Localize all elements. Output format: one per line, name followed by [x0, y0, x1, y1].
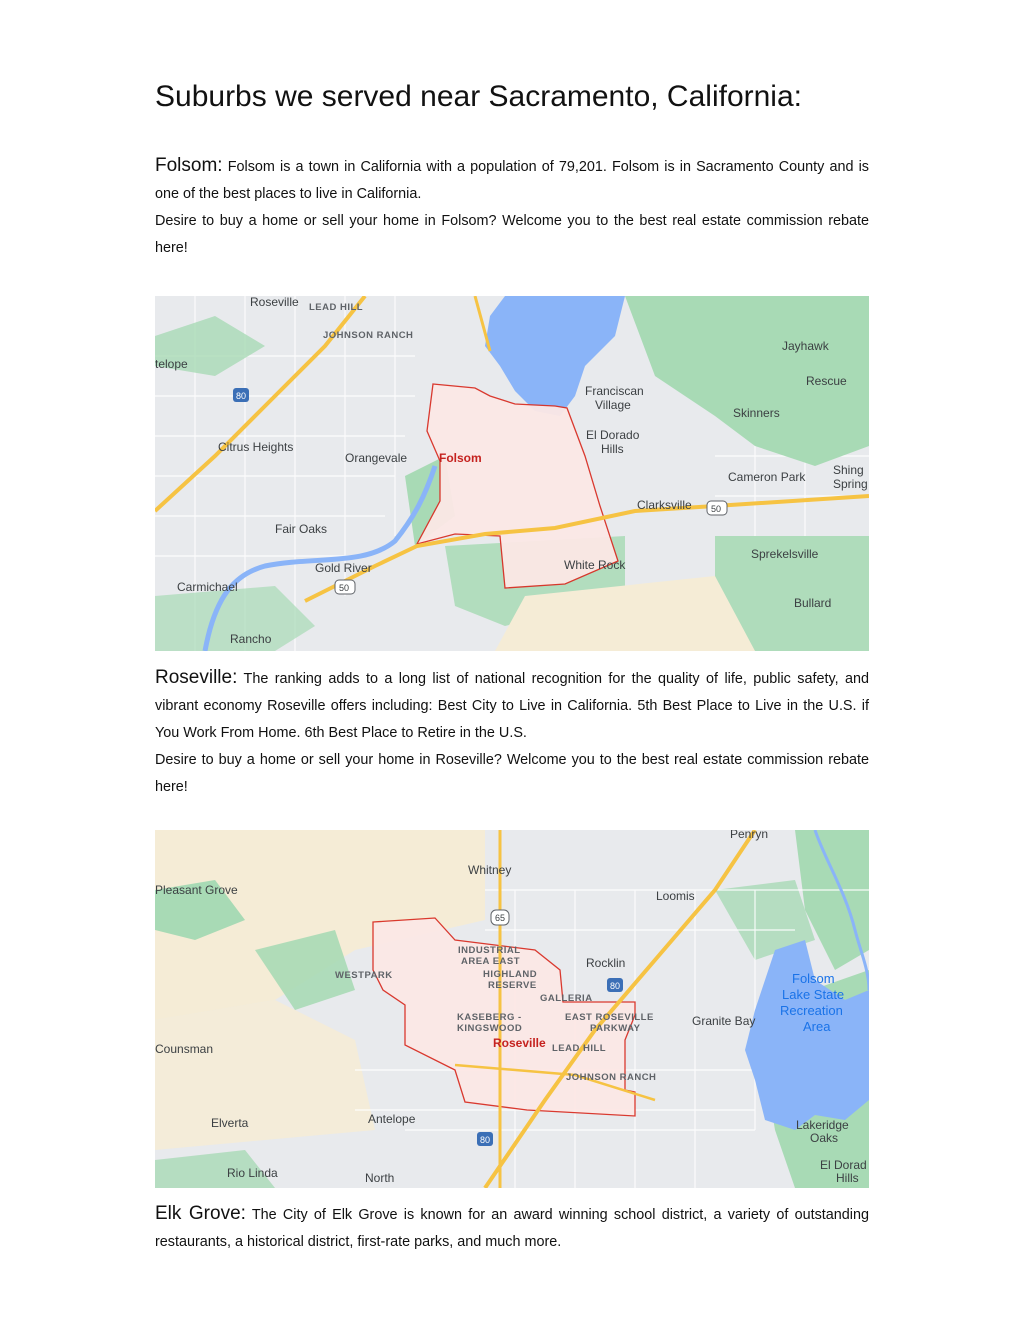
elk-grove-section — [155, 1200, 869, 1256]
folsom-description: Folsom is a town in California with a population of 79,201. Folsom is in Sacramento County and is one of the best places to live in California. — [155, 159, 870, 202]
map-label: Rio Linda — [227, 1166, 278, 1180]
map-label: Hills — [836, 1171, 859, 1185]
map-label: LEAD HILL — [552, 1043, 607, 1054]
map-label: North — [365, 1171, 395, 1185]
svg-text:Roseville: Roseville — [493, 1036, 546, 1050]
map-label: GALLERIA — [540, 993, 593, 1004]
map-label: Bullard — [794, 596, 832, 610]
map-label: Lake State — [782, 987, 845, 1002]
map-label: Carmichael — [177, 580, 238, 594]
map-label: JOHNSON RANCH — [566, 1072, 657, 1083]
svg-text:80: 80 — [236, 391, 247, 401]
map-label: Skinners — [733, 406, 780, 420]
map-label: Sprekelsville — [751, 547, 819, 561]
map-label: Citrus Heights — [218, 440, 294, 454]
map-label: WESTPARK — [335, 970, 393, 981]
elk-grove-description: The City of Elk Grove is known for an award winning school district, a variety of outstanding restaurants, a historical district, first-rate parks, and much more. — [155, 1207, 869, 1250]
folsom-cta: Desire to buy a home or sell your home in Folsom? Welcome you to the best real estate commission rebate here! — [155, 213, 869, 256]
map-label: LEAD HILL — [309, 302, 364, 313]
map-label: PARKWAY — [590, 1023, 641, 1034]
map-label: Franciscan — [585, 384, 644, 398]
map-label: Fair Oaks — [275, 522, 328, 536]
roseville-map-svg — [155, 830, 869, 1188]
folsom-map-svg — [155, 296, 869, 651]
folsom-map — [155, 296, 869, 651]
map-label: Area — [803, 1019, 831, 1034]
map-label: Rocklin — [586, 956, 626, 970]
svg-text:80: 80 — [480, 1135, 491, 1145]
svg-text:65: 65 — [495, 913, 506, 923]
map-label: KASEBERG - — [457, 1012, 522, 1023]
map-label: Rescue — [806, 374, 847, 388]
map-label: Recreation — [780, 1003, 843, 1018]
map-label: El Dorado — [586, 428, 640, 442]
map-label: White Rock — [564, 558, 626, 572]
map-label: Clarksville — [637, 498, 692, 512]
elk-grove-heading: Elk Grove: — [155, 1203, 246, 1224]
map-label: KINGSWOOD — [457, 1023, 523, 1034]
svg-text:50: 50 — [339, 583, 350, 593]
map-label: Hills — [601, 442, 624, 456]
map-label: RESERVE — [488, 980, 537, 991]
map-label: Granite Bay — [692, 1014, 756, 1028]
map-label: Cameron Park — [728, 470, 806, 484]
map-label: Antelope — [368, 1112, 416, 1126]
map-label: HIGHLAND — [483, 969, 538, 980]
map-label: JOHNSON RANCH — [323, 330, 414, 341]
map-label: Shing — [833, 463, 864, 477]
map-label: Rancho — [230, 632, 272, 646]
svg-text:Folsom: Folsom — [439, 451, 482, 465]
map-label: Loomis — [656, 889, 695, 903]
map-label: Pleasant Grove — [155, 883, 238, 897]
map-label: Gold River — [315, 561, 372, 575]
map-label: EAST ROSEVILLE — [565, 1012, 654, 1023]
map-label: Folsom — [792, 971, 835, 986]
map-label: Oaks — [810, 1131, 839, 1145]
map-label: Roseville — [250, 296, 299, 309]
map-label: Lakeridge — [796, 1118, 849, 1132]
map-label: Penryn — [730, 830, 769, 841]
map-label: Jayhawk — [782, 339, 829, 353]
map-label: Counsman — [155, 1042, 214, 1056]
page-title: Suburbs we served near Sacramento, California: — [155, 80, 802, 113]
roseville-heading: Roseville: — [155, 667, 238, 688]
roseville-description: The ranking adds to a long list of national recognition for the quality of life, public safety, and vibrant economy Roseville offers including: Best City to Live in California. 5th Best Place to Live in the U.S. if You Work From Home. 6th Best Place to Retire in the U.S. — [155, 671, 869, 741]
map-label: El Dorad — [820, 1158, 867, 1172]
folsom-section — [155, 152, 869, 262]
map-label: Spring — [833, 477, 868, 491]
roseville-map — [155, 830, 869, 1188]
roseville-cta: Desire to buy a home or sell your home in Roseville? Welcome you to the best real estate commission rebate here! — [155, 752, 869, 795]
map-label: Whitney — [468, 863, 512, 877]
svg-text:80: 80 — [610, 981, 621, 991]
folsom-heading: Folsom: — [155, 155, 223, 176]
svg-text:telope: telope — [155, 357, 188, 371]
map-label: INDUSTRIAL — [458, 945, 521, 956]
map-label: AREA EAST — [461, 956, 521, 967]
roseville-section — [155, 664, 869, 801]
svg-text:50: 50 — [711, 504, 722, 514]
map-label: Elverta — [211, 1116, 249, 1130]
map-label: Village — [595, 398, 631, 412]
map-label: Orangevale — [345, 451, 408, 465]
